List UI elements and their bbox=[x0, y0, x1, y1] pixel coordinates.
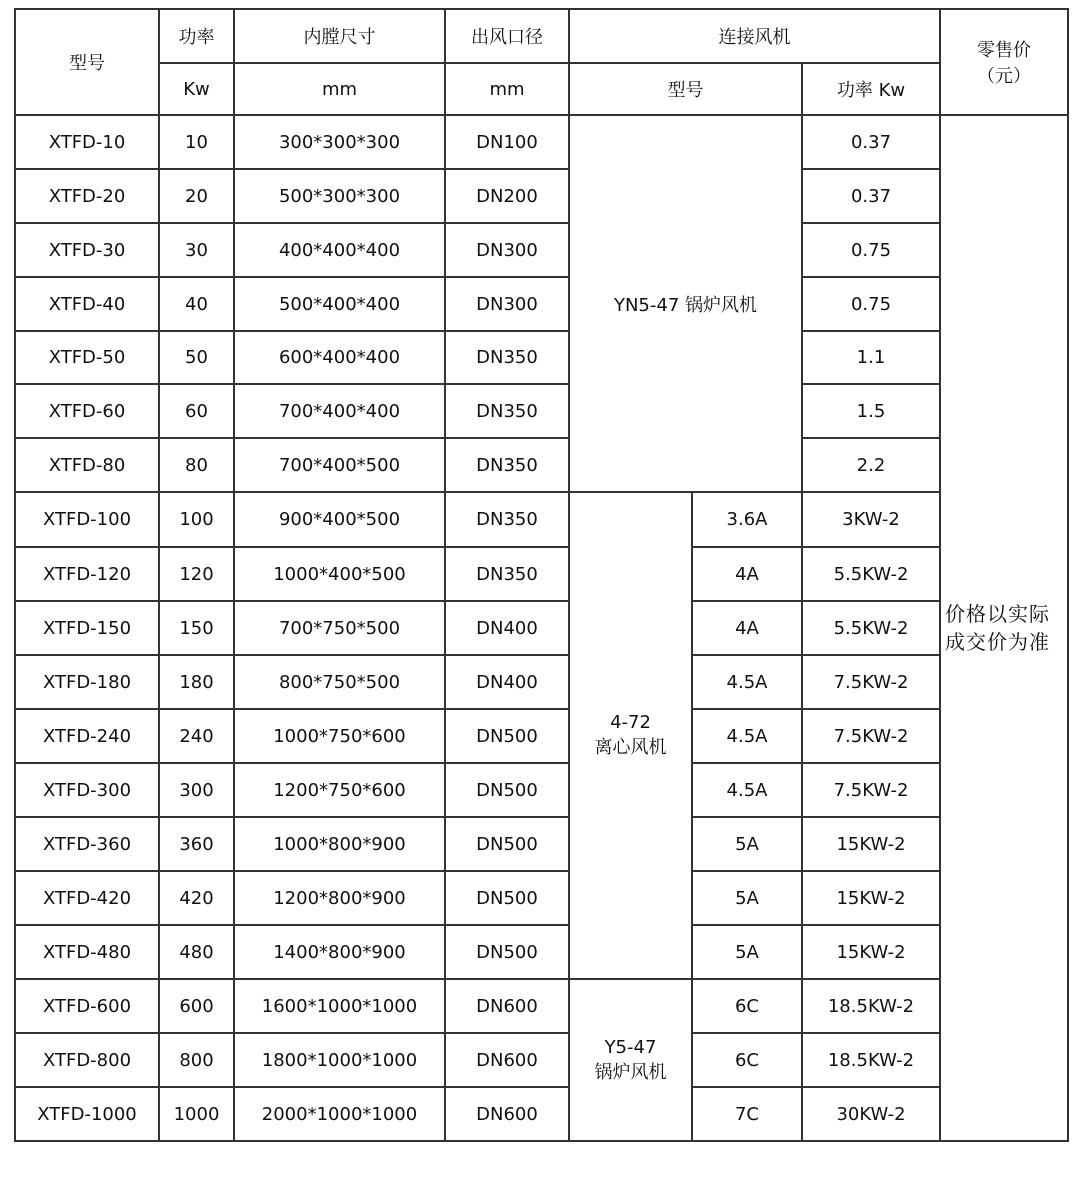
cell-fan-model: 5A bbox=[692, 817, 802, 871]
cell-size: 900*400*500 bbox=[234, 492, 445, 547]
cell-size: 1200*750*600 bbox=[234, 763, 445, 817]
header-chamber-unit: mm bbox=[234, 63, 445, 115]
table-row bbox=[15, 925, 1068, 979]
cell-outlet: DN600 bbox=[445, 1033, 569, 1087]
cell-fan-power: 5.5KW-2 bbox=[802, 547, 940, 601]
cell-size: 800*750*500 bbox=[234, 655, 445, 709]
cell-fan-model: 6C bbox=[692, 979, 802, 1033]
cell-fan-model: 7C bbox=[692, 1087, 802, 1141]
table-row bbox=[15, 655, 1068, 709]
cell-model: XTFD-420 bbox=[15, 871, 159, 925]
cell-size: 700*750*500 bbox=[234, 601, 445, 655]
spec-table bbox=[14, 8, 1069, 1142]
table-row bbox=[15, 438, 1068, 492]
table-row bbox=[15, 169, 1068, 223]
cell-fan-model: 6C bbox=[692, 1033, 802, 1087]
table-row bbox=[15, 817, 1068, 871]
price-note: 价格以实际成交价为准 bbox=[945, 602, 1050, 654]
cell-power: 480 bbox=[159, 925, 234, 979]
cell-size: 1600*1000*1000 bbox=[234, 979, 445, 1033]
cell-size: 1400*800*900 bbox=[234, 925, 445, 979]
cell-power: 1000 bbox=[159, 1087, 234, 1141]
header-retail-price bbox=[940, 9, 1068, 115]
fan-group-y5-47-line2: 锅炉风机 bbox=[594, 1061, 667, 1083]
cell-outlet: DN350 bbox=[445, 492, 569, 547]
header-retail-price-line1: 零售价 bbox=[977, 40, 1031, 61]
header-retail-price-line2: （元） bbox=[977, 66, 1031, 87]
cell-model: XTFD-600 bbox=[15, 979, 159, 1033]
cell-fan-power: 0.75 bbox=[802, 223, 940, 277]
cell-power: 60 bbox=[159, 384, 234, 438]
cell-power: 80 bbox=[159, 438, 234, 492]
cell-power: 240 bbox=[159, 709, 234, 763]
cell-fan-model: 3.6A bbox=[692, 492, 802, 547]
header-model: 型号 bbox=[15, 9, 159, 115]
cell-outlet: DN350 bbox=[445, 547, 569, 601]
fan-group-4-72-line2: 离心风机 bbox=[594, 737, 667, 758]
cell-model: XTFD-100 bbox=[15, 492, 159, 547]
cell-outlet: DN350 bbox=[445, 438, 569, 492]
cell-size: 1200*800*900 bbox=[234, 871, 445, 925]
cell-fan-power: 0.75 bbox=[802, 277, 940, 331]
cell-fan-model: 4.5A bbox=[692, 709, 802, 763]
cell-size: 1000*400*500 bbox=[234, 547, 445, 601]
cell-fan-power: 15KW-2 bbox=[802, 817, 940, 871]
cell-fan-power: 30KW-2 bbox=[802, 1087, 940, 1141]
header-power: 功率 bbox=[159, 9, 234, 63]
cell-fan-power: 15KW-2 bbox=[802, 871, 940, 925]
table-row bbox=[15, 871, 1068, 925]
cell-fan-power: 5.5KW-2 bbox=[802, 601, 940, 655]
cell-size: 500*300*300 bbox=[234, 169, 445, 223]
fan-group-yn5-47: YN5-47 锅炉风机 bbox=[569, 115, 802, 492]
table-row bbox=[15, 1033, 1068, 1087]
cell-model: XTFD-10 bbox=[15, 115, 159, 169]
cell-model: XTFD-480 bbox=[15, 925, 159, 979]
cell-outlet: DN600 bbox=[445, 1087, 569, 1141]
cell-model: XTFD-40 bbox=[15, 277, 159, 331]
table-row bbox=[15, 709, 1068, 763]
cell-power: 30 bbox=[159, 223, 234, 277]
cell-fan-model: 4.5A bbox=[692, 763, 802, 817]
cell-power: 600 bbox=[159, 979, 234, 1033]
cell-power: 100 bbox=[159, 492, 234, 547]
cell-model: XTFD-150 bbox=[15, 601, 159, 655]
cell-outlet: DN600 bbox=[445, 979, 569, 1033]
cell-model: XTFD-80 bbox=[15, 438, 159, 492]
table-row bbox=[15, 763, 1068, 817]
header-chamber-size: 内膛尺寸 bbox=[234, 9, 445, 63]
cell-fan-power: 2.2 bbox=[802, 438, 940, 492]
table-row bbox=[15, 277, 1068, 331]
cell-model: XTFD-1000 bbox=[15, 1087, 159, 1141]
cell-outlet: DN500 bbox=[445, 925, 569, 979]
cell-power: 360 bbox=[159, 817, 234, 871]
cell-size: 300*300*300 bbox=[234, 115, 445, 169]
cell-fan-power: 0.37 bbox=[802, 169, 940, 223]
table-row bbox=[15, 492, 1068, 547]
cell-power: 180 bbox=[159, 655, 234, 709]
cell-outlet: DN350 bbox=[445, 331, 569, 384]
cell-fan-power: 18.5KW-2 bbox=[802, 979, 940, 1033]
cell-outlet: DN500 bbox=[445, 709, 569, 763]
header-outlet-unit: mm bbox=[445, 63, 569, 115]
cell-fan-model: 4A bbox=[692, 547, 802, 601]
cell-model: XTFD-800 bbox=[15, 1033, 159, 1087]
cell-power: 150 bbox=[159, 601, 234, 655]
cell-fan-power: 18.5KW-2 bbox=[802, 1033, 940, 1087]
cell-power: 10 bbox=[159, 115, 234, 169]
header-fan-power: 功率 Kw bbox=[802, 63, 940, 115]
cell-outlet: DN300 bbox=[445, 223, 569, 277]
table-row bbox=[15, 223, 1068, 277]
table-row bbox=[15, 547, 1068, 601]
cell-size: 700*400*500 bbox=[234, 438, 445, 492]
cell-fan-power: 7.5KW-2 bbox=[802, 655, 940, 709]
cell-fan-power: 0.37 bbox=[802, 115, 940, 169]
cell-fan-model: 4A bbox=[692, 601, 802, 655]
fan-group-y5-47 bbox=[569, 979, 692, 1141]
cell-outlet: DN350 bbox=[445, 384, 569, 438]
cell-model: XTFD-60 bbox=[15, 384, 159, 438]
cell-power: 20 bbox=[159, 169, 234, 223]
cell-fan-power: 3KW-2 bbox=[802, 492, 940, 547]
cell-size: 1000*800*900 bbox=[234, 817, 445, 871]
cell-model: XTFD-300 bbox=[15, 763, 159, 817]
fan-group-4-72-line1: 4-72 bbox=[610, 712, 651, 733]
cell-size: 400*400*400 bbox=[234, 223, 445, 277]
cell-outlet: DN200 bbox=[445, 169, 569, 223]
cell-fan-power: 7.5KW-2 bbox=[802, 709, 940, 763]
cell-fan-power: 1.5 bbox=[802, 384, 940, 438]
table-row bbox=[15, 384, 1068, 438]
fan-group-y5-47-line1: Y5-47 bbox=[604, 1036, 657, 1058]
cell-power: 420 bbox=[159, 871, 234, 925]
cell-fan-model: 5A bbox=[692, 925, 802, 979]
table-row bbox=[15, 979, 1068, 1033]
fan-group-4-72 bbox=[569, 492, 692, 979]
cell-size: 700*400*400 bbox=[234, 384, 445, 438]
cell-outlet: DN500 bbox=[445, 817, 569, 871]
cell-outlet: DN500 bbox=[445, 871, 569, 925]
cell-size: 500*400*400 bbox=[234, 277, 445, 331]
cell-size: 1800*1000*1000 bbox=[234, 1033, 445, 1087]
cell-fan-power: 1.1 bbox=[802, 331, 940, 384]
header-outlet-diameter: 出风口径 bbox=[445, 9, 569, 63]
header-power-unit: Kw bbox=[159, 63, 234, 115]
price-note-cell bbox=[940, 115, 1068, 1141]
cell-outlet: DN500 bbox=[445, 763, 569, 817]
cell-outlet: DN400 bbox=[445, 655, 569, 709]
cell-power: 50 bbox=[159, 331, 234, 384]
cell-size: 2000*1000*1000 bbox=[234, 1087, 445, 1141]
table-row bbox=[15, 331, 1068, 384]
cell-size: 1000*750*600 bbox=[234, 709, 445, 763]
cell-model: XTFD-120 bbox=[15, 547, 159, 601]
cell-model: XTFD-20 bbox=[15, 169, 159, 223]
cell-size: 600*400*400 bbox=[234, 331, 445, 384]
header-fan-model: 型号 bbox=[569, 63, 802, 115]
cell-outlet: DN400 bbox=[445, 601, 569, 655]
cell-power: 120 bbox=[159, 547, 234, 601]
cell-model: XTFD-360 bbox=[15, 817, 159, 871]
cell-model: XTFD-30 bbox=[15, 223, 159, 277]
cell-outlet: DN100 bbox=[445, 115, 569, 169]
table-row bbox=[15, 1087, 1068, 1141]
cell-fan-model: 4.5A bbox=[692, 655, 802, 709]
cell-fan-model: 5A bbox=[692, 871, 802, 925]
cell-fan-power: 15KW-2 bbox=[802, 925, 940, 979]
cell-fan-power: 7.5KW-2 bbox=[802, 763, 940, 817]
cell-outlet: DN300 bbox=[445, 277, 569, 331]
table-row bbox=[15, 115, 1068, 169]
cell-power: 40 bbox=[159, 277, 234, 331]
header-fan-group: 连接风机 bbox=[569, 9, 940, 63]
table-row bbox=[15, 601, 1068, 655]
cell-model: XTFD-240 bbox=[15, 709, 159, 763]
cell-power: 800 bbox=[159, 1033, 234, 1087]
cell-model: XTFD-50 bbox=[15, 331, 159, 384]
cell-model: XTFD-180 bbox=[15, 655, 159, 709]
cell-power: 300 bbox=[159, 763, 234, 817]
